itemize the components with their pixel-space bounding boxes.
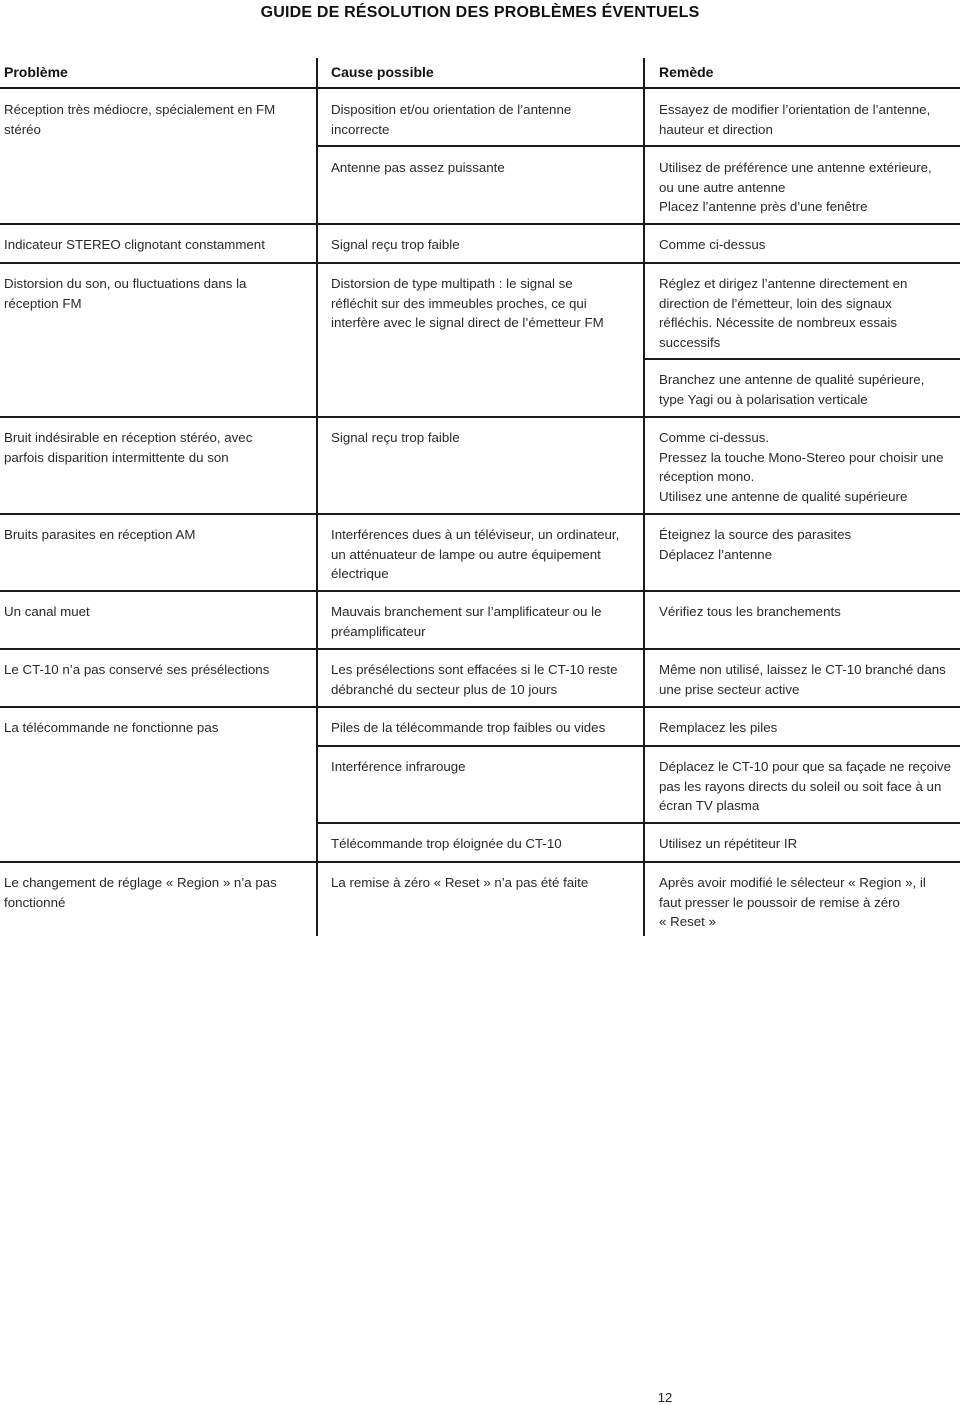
problem-cell: La télécommande ne fonctionne pas [4,720,219,735]
problem-cell: Indicateur STEREO clignotant constamment [4,237,265,252]
remedy-cell: Essayez de modifier l’orientation de l’antenne, hauteur et direction [659,102,931,137]
remedy-cell: Réglez et dirigez l’antenne directement en direction de l’émetteur, loin des signaux réfléchis. Nécessite de nombreux essais successifs [659,276,908,350]
problem-cell: Distorsion du son, ou fluctuations dans la réception FM [4,276,247,311]
problem-cell: Réception très médiocre, spécialement en FM stéréo [4,102,276,137]
cause-cell: Les présélections sont effacées si le CT-10 reste débranché du secteur plus de 10 jours [331,662,618,697]
remedy-cell: Utilisez un répétiteur IR [659,836,798,851]
problem-cell: Le CT-10 n’a pas conservé ses présélections [4,662,270,677]
remedy-cell: Même non utilisé, laissez le CT-10 branché dans une prise secteur active [659,662,946,697]
row-divider [0,861,960,863]
remedy-cell: Comme ci-dessus [659,237,766,252]
row-divider [0,648,960,650]
problem-cell: Bruits parasites en réception AM [4,527,196,542]
header-separator [0,87,960,89]
row-divider [316,822,960,824]
cause-cell: Interférence infrarouge [331,759,466,774]
header-remedy: Remède [659,64,714,80]
cause-cell: Interférences dues à un téléviseur, un ordinateur, un atténuateur de lampe ou autre équipement électrique [331,527,620,581]
cause-cell: Mauvais branchement sur l’amplificateur ou le préamplificateur [331,604,602,639]
problem-cell: Bruit indésirable en réception stéréo, avec parfois disparition intermittente du son [4,430,253,465]
remedy-cell: Éteignez la source des parasites Déplacez l’antenne [659,527,852,562]
row-divider [0,513,960,515]
row-divider [643,358,960,360]
problem-cell: Le changement de réglage « Region » n’a pas fonctionné [4,875,277,910]
header-cause: Cause possible [331,64,434,80]
row-divider [0,262,960,264]
remedy-cell: Après avoir modifié le sélecteur « Region », il faut presser le poussoir de remise à zéro « Reset » [659,875,926,929]
cause-cell: Distorsion de type multipath : le signal se réfléchit sur des immeubles proches, ce qui interfère avec le signal direct de l’émetteur FM [331,276,604,330]
problem-cell: Un canal muet [4,604,90,619]
cause-cell: Antenne pas assez puissante [331,160,505,175]
cause-cell: Télécommande trop éloignée du CT-10 [331,836,562,851]
cause-cell: Signal reçu trop faible [331,430,460,445]
cause-cell: La remise à zéro « Reset » n’a pas été faite [331,875,589,890]
row-divider [0,416,960,418]
row-divider [0,706,960,708]
cause-cell: Disposition et/ou orientation de l’antenne incorrecte [331,102,572,137]
row-divider [316,745,960,747]
remedy-cell: Remplacez les piles [659,720,778,735]
remedy-cell: Branchez une antenne de qualité supérieure, type Yagi ou à polarisation verticale [659,372,925,407]
cause-cell: Piles de la télécommande trop faibles ou vides [331,720,606,735]
header-problem: Problème [4,64,68,80]
remedy-cell: Utilisez de préférence une antenne extérieure, ou une autre antenne Placez l’antenne près d’une fenêtre [659,160,932,214]
column-divider-1 [316,58,318,936]
remedy-cell: Déplacez le CT-10 pour que sa façade ne reçoive pas les rayons directs du soleil ou soit face à un écran TV plasma [659,759,951,813]
row-divider [0,223,960,225]
column-divider-2 [643,58,645,936]
cause-cell: Signal reçu trop faible [331,237,460,252]
row-divider [316,145,960,147]
page-number: 12 [657,1390,673,1405]
page-title: GUIDE DE RÉSOLUTION DES PROBLÈMES ÉVENTUELS [260,4,700,21]
row-divider [0,590,960,592]
remedy-cell: Comme ci-dessus. Pressez la touche Mono-Stereo pour choisir une réception mono. Utilisez une antenne de qualité supérieure [659,430,944,504]
remedy-cell: Vérifiez tous les branchements [659,604,841,619]
